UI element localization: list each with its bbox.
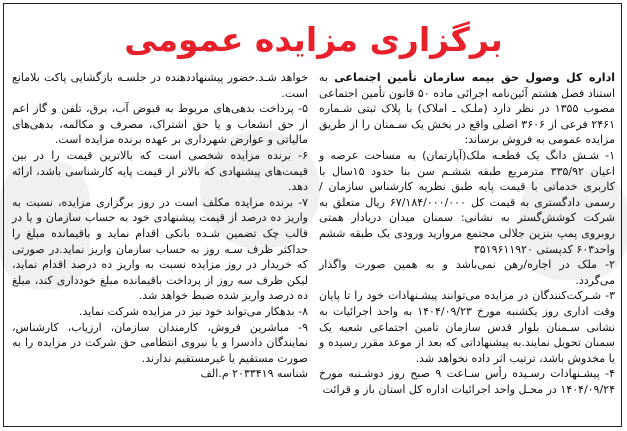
item-9: ۹- مباشرین فروش، کارمندان سازمان، ارزیاب، کارشناس، نمایندگان دادسرا و یا نیروی انتظامی حق شرکت در مزایده را به صورت مستقیم یا غیرمستقیم ندارند. xyxy=(12,320,308,365)
item-5: ۵- پرداخت بدهی‌های مربوط به قبوض آب، برق، تلفن و گاز اعم از حق انشعاب و یا حق اشتراک، مصرف و مکالمه، بدهی‌های مالیاتی و عوارض شهرداری بر عهده برنده مزایده است. xyxy=(12,102,308,147)
item-7: ۷- برنده مزایده مکلف است در روز برگزاری مزایده، نسبت به واریز ده درصد از قیمت پیشنهادی خود به حساب سازمان و یا در قالب چک تضمین شـده بانکی اقدام نماید و باقیمانده مبلغ را حداکثر ظرف سـه روز به حساب سازمان واریز نماید.در صورتی که خریدار در روز مزایده نسبت به واریز ده درصد اقدام نماید، لیکن ظرف سه روز از پرداخت باقیمانده مبلغ خودداری کند، مبلغ ده درصد واریز شده ضبط خواهد شد. xyxy=(12,195,308,303)
intro-paragraph xyxy=(319,70,615,148)
item-8: ۸- بدهکار می‌تواند خود نیز در مزایده شرکت نماید. xyxy=(78,304,308,318)
notice-id: شناسه ۲۰۳۳۴۱۹ م.الف xyxy=(200,367,308,381)
left-column xyxy=(12,70,308,382)
agency-name: اداره کل وصول حق بیمه سازمان تأمین اجتماعی xyxy=(334,71,615,84)
intro-text: به استناد فصل هشتم آئین‌نامه اجرائی ماده ۵۰ قانون تأمین اجتماعی مصوب ۱۳۵۵ در نظر دارد (ملـک ـ املاک) با پلاک ثبتی شـماره ۲۴۶۱ فرعی از ۳۶۰۶ اصلی واقع در بخش یک سـمنان را از طریق مزایده عمومی به فروش برساند: xyxy=(319,71,616,147)
item-4-continuation: خواهد شـد.حضور پیشنهاددهنده در جلسـه بازگشایی پاکت بلامانع است. xyxy=(12,71,308,100)
item-4: ۴- پیشـنهادات رسـیده رأس سـاعت ۹ صبح روز دوشـنبه مورخ ۱۴۰۴/۰۹/۲۴ در محـل واحد اجرائیات اداره کل استان باز و قرائت xyxy=(319,367,616,396)
item-1: ۱- شـش دانگ یک قطعـه ملک(آپارتمان) به مساحت عرصه و اعیان ۳۳۵/۹۲ مترمربع طبقه ششـم سن بنا حدود ۱۵سال با کاربری خدماتی با قیمت پایه طبق نظریه کارشناس سازمان /رسمی دادگستری به قیمت کل ۶۷/۱۸۴/۰۰۰/۰۰۰ ریال متعلق به شرکت کوشش‌گستر به نشانی: سمنان میدان دریادار همتی روبروی پمپ بنزین جلالی مجتمع مروارید ورودی یک طبقه ششم واحد۶۰۳ کدپستی ۳۵۱۹۶۱۱۹۲۰ xyxy=(319,148,616,256)
notice-title: برگزاری مزایده عمومی xyxy=(124,20,503,59)
item-6: ۶- برنده مزایده شخصی است که بالاترین قیمت را در بین قیمت‌های پیشنهادی که بالاتر از قیمت پایه کارشناسی باشد، ارائه دهد. xyxy=(12,148,308,194)
right-column xyxy=(319,70,615,397)
item-3: ۳- شـرکت‌کنندگان در مزایده می‌توانند پیشـنهادات خود را تا پایان وقت اداری روز یکشنبه مورخ ۱۴۰۴/۰۹/۲۳ به واحد اجرائیات به نشانی سـمنان بلوار قدس سازمان تامین اجتماعی شعبه یک سمنان تحویل نمایند.به پیشنهاداتی که بعد از موعد مقرر رسیده و یا مخدوش باشد، ترتیب اثر داده نخواهد شد. xyxy=(319,289,615,365)
item-2: ۲- ملک در اجاره/رهن نمی‌باشد و به همین صورت واگذار می‌گردد. xyxy=(319,258,615,287)
